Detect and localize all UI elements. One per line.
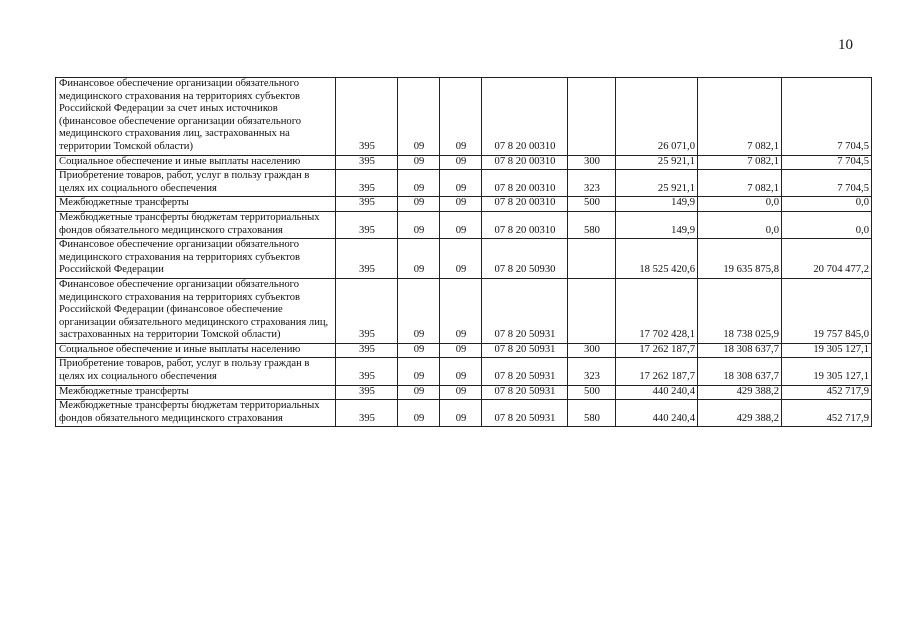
- ministry-code: 395: [336, 400, 398, 427]
- ministry-code: 395: [336, 78, 398, 156]
- table-row: [56, 170, 872, 197]
- item-name: Межбюджетные трансферты бюджетам территориальных фондов обязательного медицинского страхования: [56, 211, 336, 238]
- item-name: Финансовое обеспечение организации обязательного медицинского страхования на территориях субъектов Российской Федерации: [56, 239, 336, 279]
- table-row: [56, 197, 872, 212]
- expense-type-code: [568, 278, 616, 343]
- section-code: 09: [398, 78, 440, 156]
- target-article-code: 07 8 20 50931: [482, 385, 568, 400]
- expense-type-code: 580: [568, 400, 616, 427]
- expense-type-code: 580: [568, 211, 616, 238]
- page-number: 10: [838, 37, 853, 53]
- item-name: Финансовое обеспечение организации обязательного медицинского страхования на территориях субъектов Российской Федерации (финансовое обеспечение организации обязательного медицинского страхования лиц, застрахованных на территории Томской области): [56, 278, 336, 343]
- subsection-code: 09: [440, 400, 482, 427]
- item-name: Социальное обеспечение и иные выплаты населению: [56, 155, 336, 170]
- target-article-code: 07 8 20 00310: [482, 170, 568, 197]
- item-name: Социальное обеспечение и иные выплаты населению: [56, 343, 336, 358]
- section-code: 09: [398, 197, 440, 212]
- table-row: [56, 211, 872, 238]
- amount-year-3: 0,0: [782, 211, 872, 238]
- ministry-code: 395: [336, 211, 398, 238]
- amount-year-1: 17 702 428,1: [616, 278, 698, 343]
- amount-year-3: 0,0: [782, 197, 872, 212]
- amount-year-1: 25 921,1: [616, 170, 698, 197]
- amount-year-1: 440 240,4: [616, 400, 698, 427]
- amount-year-3: 19 757 845,0: [782, 278, 872, 343]
- target-article-code: 07 8 20 00310: [482, 155, 568, 170]
- amount-year-3: 7 704,5: [782, 78, 872, 156]
- amount-year-3: 7 704,5: [782, 170, 872, 197]
- ministry-code: 395: [336, 278, 398, 343]
- target-article-code: 07 8 20 00310: [482, 78, 568, 156]
- subsection-code: 09: [440, 239, 482, 279]
- item-name: Приобретение товаров, работ, услуг в пользу граждан в целях их социального обеспечения: [56, 170, 336, 197]
- section-code: 09: [398, 278, 440, 343]
- amount-year-2: 7 082,1: [698, 170, 782, 197]
- expense-type-code: 323: [568, 358, 616, 385]
- ministry-code: 395: [336, 197, 398, 212]
- subsection-code: 09: [440, 197, 482, 212]
- amount-year-1: 17 262 187,7: [616, 343, 698, 358]
- item-name: Межбюджетные трансферты: [56, 197, 336, 212]
- amount-year-2: 7 082,1: [698, 78, 782, 156]
- table-row: [56, 155, 872, 170]
- table-row: [56, 385, 872, 400]
- table-row: [56, 400, 872, 427]
- amount-year-2: 429 388,2: [698, 400, 782, 427]
- subsection-code: 09: [440, 155, 482, 170]
- amount-year-1: 17 262 187,7: [616, 358, 698, 385]
- amount-year-3: 20 704 477,2: [782, 239, 872, 279]
- target-article-code: 07 8 20 50930: [482, 239, 568, 279]
- table-row: [56, 78, 872, 156]
- item-name: Финансовое обеспечение организации обязательного медицинского страхования на территориях субъектов Российской Федерации за счет иных источников (финансовое обеспечение организации обязательного медицинского страхования лиц, застрахованных на территории Томской области): [56, 78, 336, 156]
- subsection-code: 09: [440, 385, 482, 400]
- amount-year-1: 149,9: [616, 211, 698, 238]
- amount-year-2: 19 635 875,8: [698, 239, 782, 279]
- subsection-code: 09: [440, 278, 482, 343]
- target-article-code: 07 8 20 00310: [482, 211, 568, 238]
- amount-year-3: 452 717,9: [782, 385, 872, 400]
- target-article-code: 07 8 20 50931: [482, 400, 568, 427]
- expense-type-code: 500: [568, 385, 616, 400]
- table-body: [56, 78, 872, 427]
- amount-year-2: 7 082,1: [698, 155, 782, 170]
- target-article-code: 07 8 20 50931: [482, 358, 568, 385]
- amount-year-3: 7 704,5: [782, 155, 872, 170]
- section-code: 09: [398, 170, 440, 197]
- table-row: [56, 343, 872, 358]
- amount-year-2: 0,0: [698, 211, 782, 238]
- section-code: 09: [398, 211, 440, 238]
- section-code: 09: [398, 358, 440, 385]
- amount-year-1: 26 071,0: [616, 78, 698, 156]
- amount-year-2: 18 308 637,7: [698, 343, 782, 358]
- ministry-code: 395: [336, 343, 398, 358]
- ministry-code: 395: [336, 239, 398, 279]
- section-code: 09: [398, 400, 440, 427]
- amount-year-1: 149,9: [616, 197, 698, 212]
- amount-year-2: 429 388,2: [698, 385, 782, 400]
- ministry-code: 395: [336, 385, 398, 400]
- amount-year-2: 18 308 637,7: [698, 358, 782, 385]
- ministry-code: 395: [336, 170, 398, 197]
- subsection-code: 09: [440, 170, 482, 197]
- expense-type-code: [568, 78, 616, 156]
- amount-year-3: 452 717,9: [782, 400, 872, 427]
- expense-type-code: 323: [568, 170, 616, 197]
- expense-type-code: 300: [568, 343, 616, 358]
- section-code: 09: [398, 155, 440, 170]
- expense-type-code: 500: [568, 197, 616, 212]
- item-name: Межбюджетные трансферты: [56, 385, 336, 400]
- amount-year-1: 25 921,1: [616, 155, 698, 170]
- section-code: 09: [398, 343, 440, 358]
- target-article-code: 07 8 20 00310: [482, 197, 568, 212]
- section-code: 09: [398, 239, 440, 279]
- subsection-code: 09: [440, 358, 482, 385]
- target-article-code: 07 8 20 50931: [482, 343, 568, 358]
- amount-year-1: 18 525 420,6: [616, 239, 698, 279]
- amount-year-1: 440 240,4: [616, 385, 698, 400]
- subsection-code: 09: [440, 78, 482, 156]
- target-article-code: 07 8 20 50931: [482, 278, 568, 343]
- amount-year-2: 0,0: [698, 197, 782, 212]
- item-name: Межбюджетные трансферты бюджетам территориальных фондов обязательного медицинского страхования: [56, 400, 336, 427]
- section-code: 09: [398, 385, 440, 400]
- item-name: Приобретение товаров, работ, услуг в пользу граждан в целях их социального обеспечения: [56, 358, 336, 385]
- subsection-code: 09: [440, 211, 482, 238]
- table-row: [56, 239, 872, 279]
- ministry-code: 395: [336, 155, 398, 170]
- amount-year-3: 19 305 127,1: [782, 343, 872, 358]
- table-row: [56, 278, 872, 343]
- expense-type-code: [568, 239, 616, 279]
- expense-type-code: 300: [568, 155, 616, 170]
- amount-year-2: 18 738 025,9: [698, 278, 782, 343]
- subsection-code: 09: [440, 343, 482, 358]
- table-row: [56, 358, 872, 385]
- budget-table: [55, 77, 872, 427]
- ministry-code: 395: [336, 358, 398, 385]
- amount-year-3: 19 305 127,1: [782, 358, 872, 385]
